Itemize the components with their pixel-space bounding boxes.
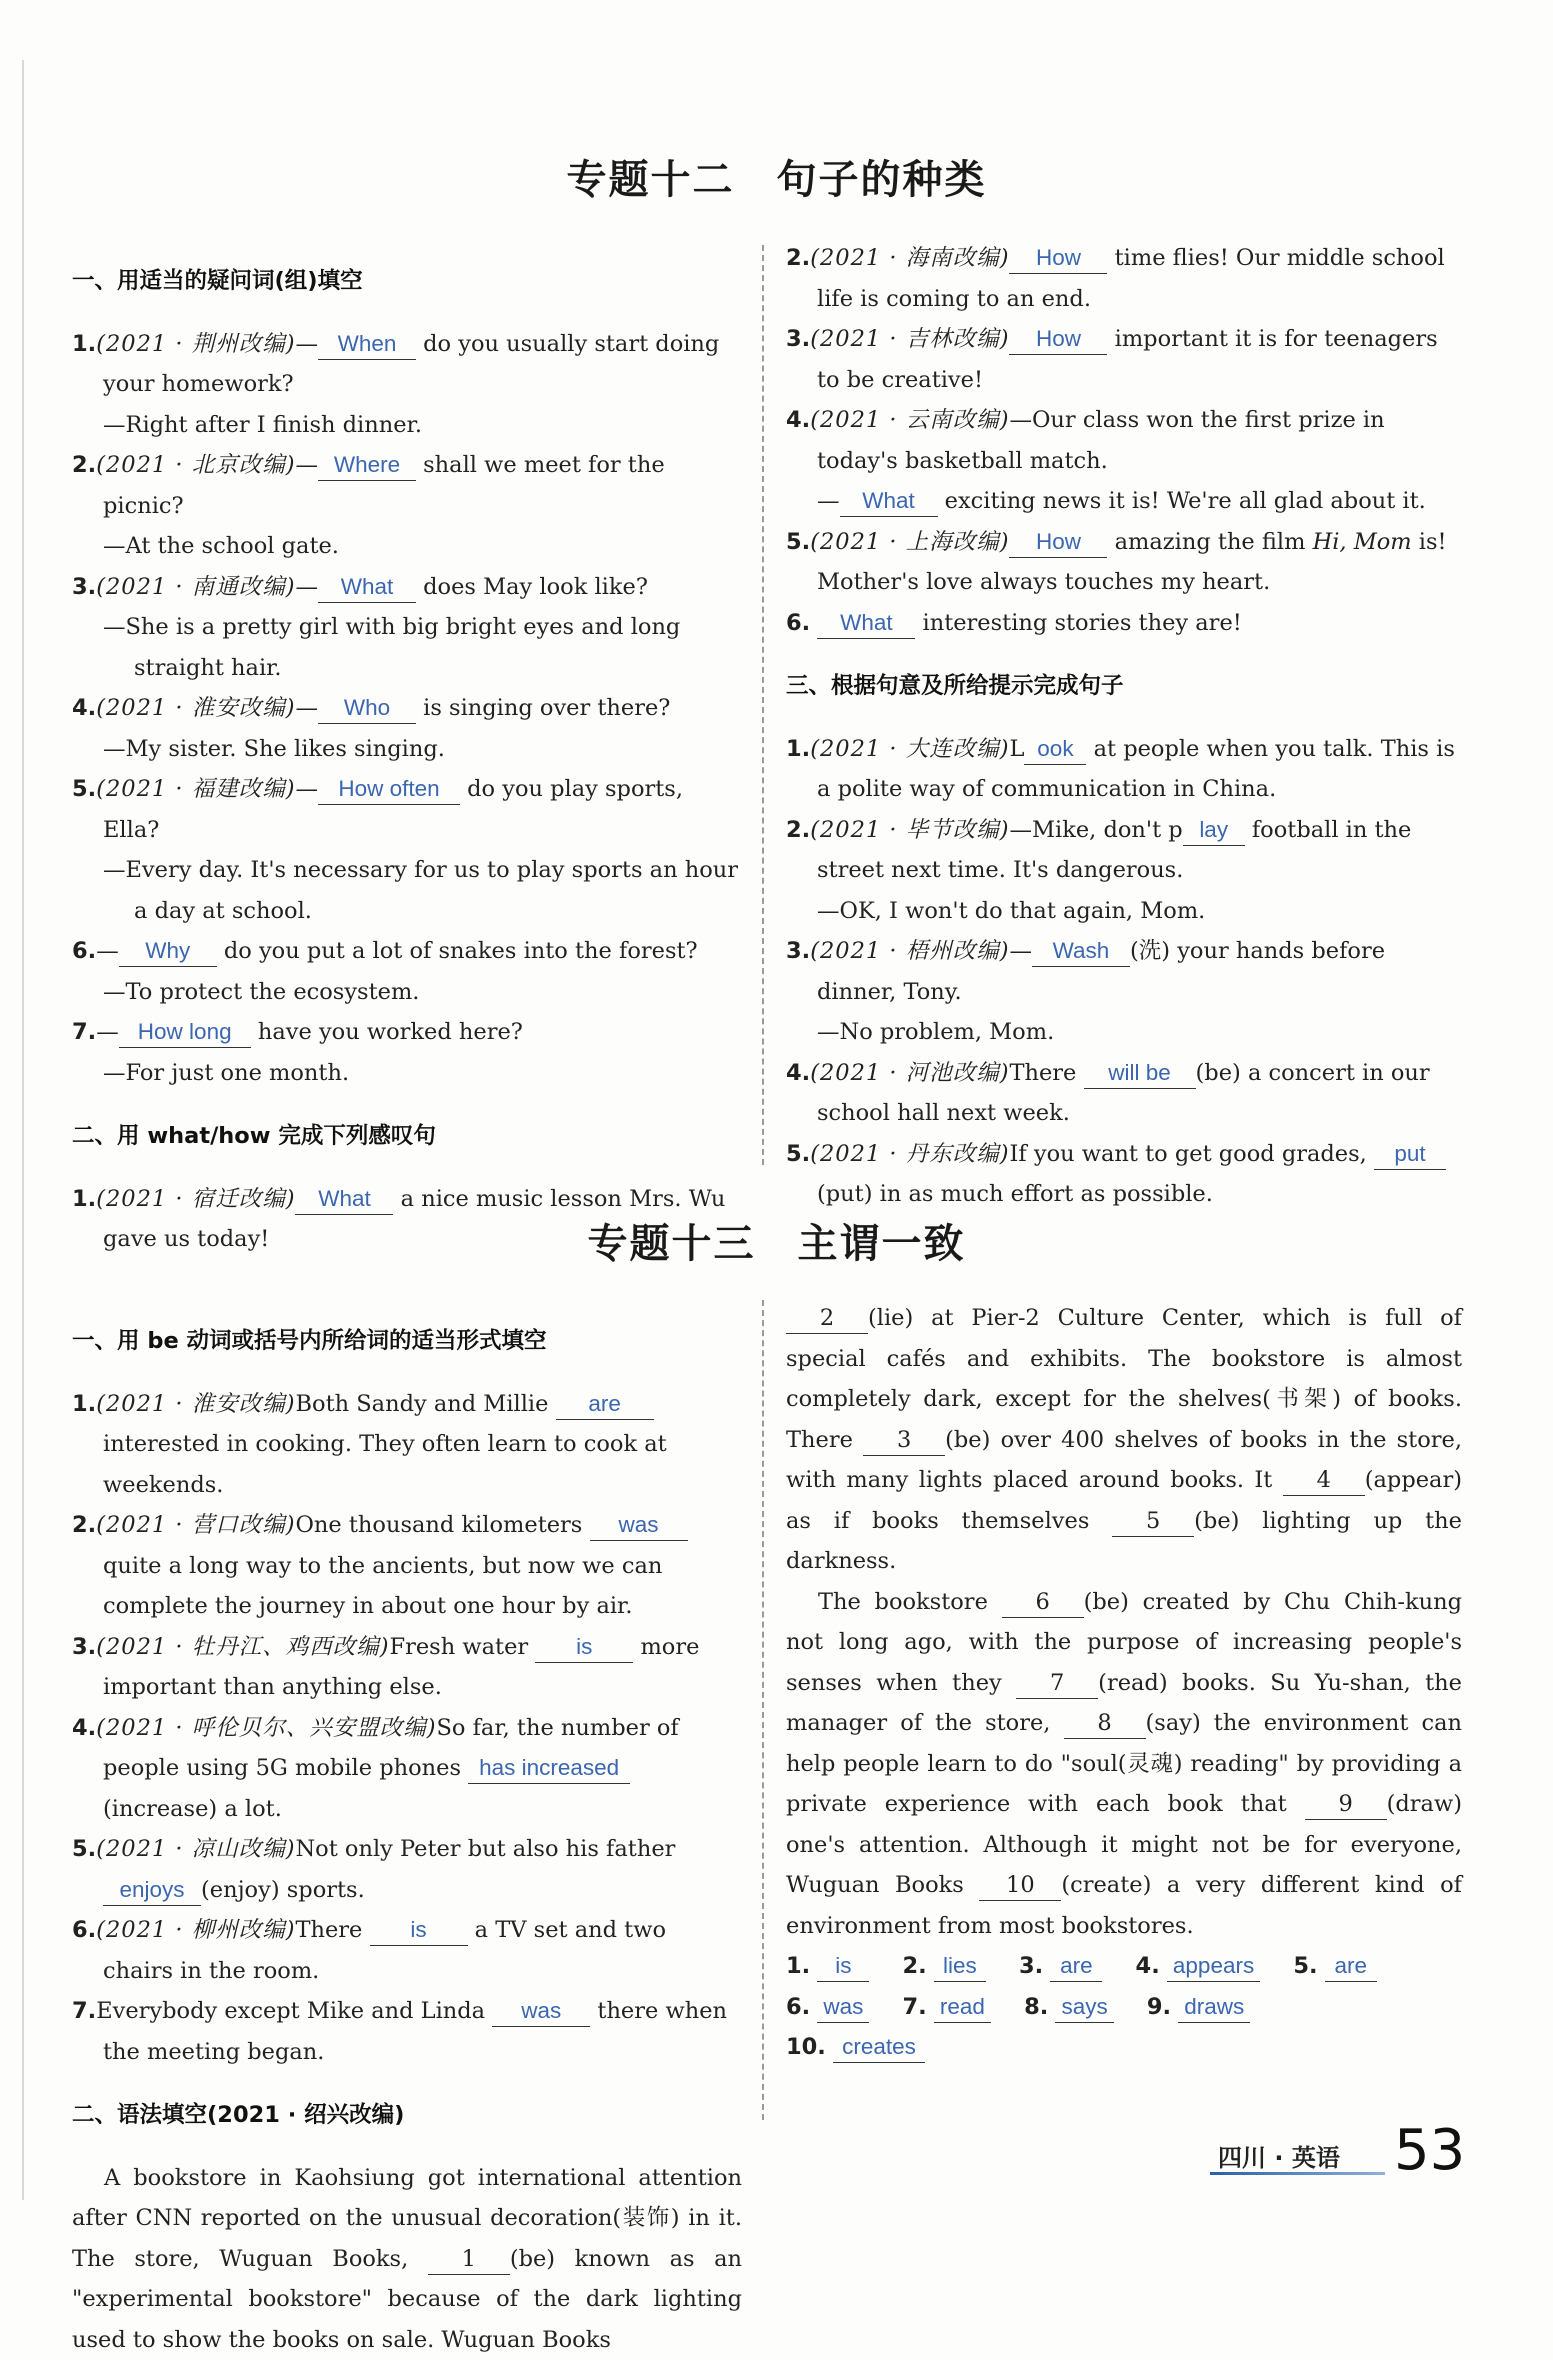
answer-blank: will be [1084,1058,1196,1089]
question-item: 3.(2021 · 南通改编)— What does May look like? [72,567,742,608]
answer-blank: was [492,1996,590,2027]
question-item: 6.— Why do you put a lot of snakes into the forest? [72,931,742,972]
answer-blank: creates [833,2032,925,2063]
answer-blank: How often [318,774,460,805]
section-heading: 二、用 what/how 完成下列感叹句 [72,1116,742,1157]
passage-blank: 1 [428,2244,510,2275]
passage-blank: 4 [1283,1465,1365,1496]
reply-line: —Right after I finish dinner. [72,405,742,446]
footer-rule [1210,2172,1385,2175]
answer-blank: is [817,1951,869,1982]
question-item: 5.(2021 · 上海改编) How amazing the film Hi, Mom is! Mother's love always touches my heart. [786,522,1462,603]
question-item: 4.(2021 · 河池改编)There will be (be) a concert in our school hall next week. [786,1053,1462,1134]
column-divider [762,1300,764,2120]
reply-line: —No problem, Mom. [786,1012,1462,1053]
answer-blank: How [1009,243,1107,274]
question-item: 1.(2021 · 宿迁改编) What a nice music lesson Mrs. Wu gave us today! [72,1179,742,1260]
question-item: 7.Everybody except Mike and Linda was there when the meeting began. [72,1991,742,2072]
passage-blank: 2 [786,1303,868,1334]
question-item: 3.(2021 · 牡丹江、鸡西改编)Fresh water is more important than anything else. [72,1627,742,1708]
question-item: 1.(2021 · 大连改编)L ook at people when you talk. This is a polite way of communication in China. [786,729,1462,810]
section-heading: 三、根据句意及所给提示完成句子 [786,666,1462,707]
question-item: 2.(2021 · 毕节改编)—Mike, don't p lay football in the street next time. It's dangerous. [786,810,1462,891]
topic12-right-column [786,238,1462,1215]
page-title-topic12: 专题十二 句子的种类 [0,148,1553,205]
question-item: 3.(2021 · 吉林改编) How important it is for teenagers to be creative! [786,319,1462,400]
answer-blank: are [1050,1951,1102,1982]
footer-label: 四川 · 英语 [1218,2138,1340,2173]
reply-line: —For just one month. [72,1053,742,1094]
reply-line: —OK, I won't do that again, Mom. [786,891,1462,932]
answer-blank: was [817,1992,869,2023]
topic12-left-column [72,238,742,1260]
answer-blank: was [590,1510,688,1541]
answer-blank: has increased [468,1753,630,1784]
answer-blank: enjoys [103,1875,201,1906]
answer-blank: read [934,1992,991,2023]
question-item: 3.(2021 · 梧州改编)— Wash (洗) your hands before dinner, Tony. [786,931,1462,1012]
answer-blank: ook [1024,734,1086,765]
question-item: 5.(2021 · 福建改编)— How often do you play sports, Ella? [72,769,742,850]
question-item: 4.(2021 · 云南改编)—Our class won the first prize in today's basketball match. [786,400,1462,481]
question-item: 4.(2021 · 淮安改编)— Who is singing over there? [72,688,742,729]
answer-blank: are [556,1389,654,1420]
answer-blank: What [295,1184,393,1215]
answer-blank: Who [318,693,416,724]
topic13-right-column [786,1298,1462,2068]
question-item: 1.(2021 · 荆州改编)— When do you usually start doing your homework? [72,324,742,405]
answer-blank: Where [318,450,416,481]
answer-key-row: 6. was 7. read 8. says 9. draws [786,1987,1462,2028]
question-item: 1.(2021 · 淮安改编)Both Sandy and Millie are interested in cooking. They often learn to cook at weekends. [72,1384,742,1506]
answer-blank: How [1009,527,1107,558]
answer-blank: When [318,329,416,360]
passage-blank: 10 [979,1870,1061,1901]
reply-line: — What exciting news it is! We're all glad about it. [786,481,1462,522]
question-item: 2.(2021 · 海南改编) How time flies! Our middle school life is coming to an end. [786,238,1462,319]
answer-blank: is [535,1632,633,1663]
passage-blank: 8 [1064,1708,1146,1739]
passage-blank: 3 [863,1425,945,1456]
section-heading: 二、语法填空(2021 · 绍兴改编) [72,2095,742,2136]
page-title-topic13: 专题十三 主谓一致 [0,1212,1553,1269]
answer-blank: says [1055,1992,1113,2023]
passage-blank: 7 [1016,1668,1098,1699]
answer-blank: is [370,1915,468,1946]
answer-blank: How long [119,1017,251,1048]
page-edge [22,60,24,2200]
answer-blank: lies [934,1951,986,1982]
answer-blank: What [817,608,915,639]
reply-line: —She is a pretty girl with big bright eyes and long straight hair. [72,607,742,688]
question-item: 2.(2021 · 营口改编)One thousand kilometers was quite a long way to the ancients, but now we can complete the journey in about one hour by air. [72,1505,742,1627]
question-item: 5.(2021 · 凉山改编)Not only Peter but also his father enjoys (enjoy) sports. [72,1829,742,1910]
column-divider [762,245,764,1165]
cloze-passage-part3: The bookstore 6 (be) created by Chu Chih-kung not long ago, with the purpose of increasing people's senses when they 7 (read) books. Su Yu-shan, the manager of the store, 8 (say) the environment can help people learn to do "soul(灵魂) reading" by providing a private experience with each book that 9 (draw) one's attention. Although it might not be for everyone, Wuguan Books 10 (create) a very different kind of environment from most bookstores. [786,1582,1462,1947]
question-item: 4.(2021 · 呼伦贝尔、兴安盟改编)So far, the number of people using 5G mobile phones has increased(increase) a lot. [72,1708,742,1830]
topic13-left-column [72,1298,742,2360]
page-number: 53 [1394,2118,1465,2183]
answer-blank: Wash [1032,936,1130,967]
reply-line: —Every day. It's necessary for us to play sports an hour a day at school. [72,850,742,931]
question-item: 2.(2021 · 北京改编)— Where shall we meet for the picnic? [72,445,742,526]
answer-key-row: 10. creates [786,2027,1462,2068]
reply-line: —To protect the ecosystem. [72,972,742,1013]
passage-blank: 6 [1002,1587,1084,1618]
passage-blank: 9 [1305,1789,1387,1820]
answer-blank: What [840,486,938,517]
section-heading: 一、用适当的疑问词(组)填空 [72,261,742,302]
answer-blank: appears [1167,1951,1260,1982]
reply-line: —At the school gate. [72,526,742,567]
answer-blank: put [1374,1139,1446,1170]
answer-key-row: 1. is 2. lies 3. are 4. appears 5. are [786,1946,1462,1987]
section-heading: 一、用 be 动词或括号内所给词的适当形式填空 [72,1321,742,1362]
answer-blank: draws [1178,1992,1250,2023]
question-item: 6.(2021 · 柳州改编)There is a TV set and two chairs in the room. [72,1910,742,1991]
answer-blank: How [1009,324,1107,355]
answer-blank: What [318,572,416,603]
passage-blank: 5 [1112,1506,1194,1537]
answer-blank: lay [1183,815,1245,846]
question-item: 6. What interesting stories they are! [786,603,1462,644]
answer-blank: are [1325,1951,1377,1982]
reply-line: —My sister. She likes singing. [72,729,742,770]
cloze-passage-part1: A bookstore in Kaohsiung got international attention after CNN reported on the unusual decoration(装饰) in it. The store, Wuguan Books, 1 (be) known as an "experimental bookstore" because of the dark lighting used to show the books on sale. Wuguan Books [72,2158,742,2360]
question-item: 7.— How long have you worked here? [72,1012,742,1053]
cloze-passage-part2: 2 (lie) at Pier-2 Culture Center, which is full of special cafés and exhibits. The bookstore is almost completely dark, except for the shelves(书架) of books. There 3 (be) over 400 shelves of books in the store, with many lights placed around books. It 4 (appear) as if books themselves 5 (be) lighting up the darkness. [786,1298,1462,1582]
answer-blank: Why [119,936,217,967]
question-item: 5.(2021 · 丹东改编)If you want to get good grades, put(put) in as much effort as possible. [786,1134,1462,1215]
